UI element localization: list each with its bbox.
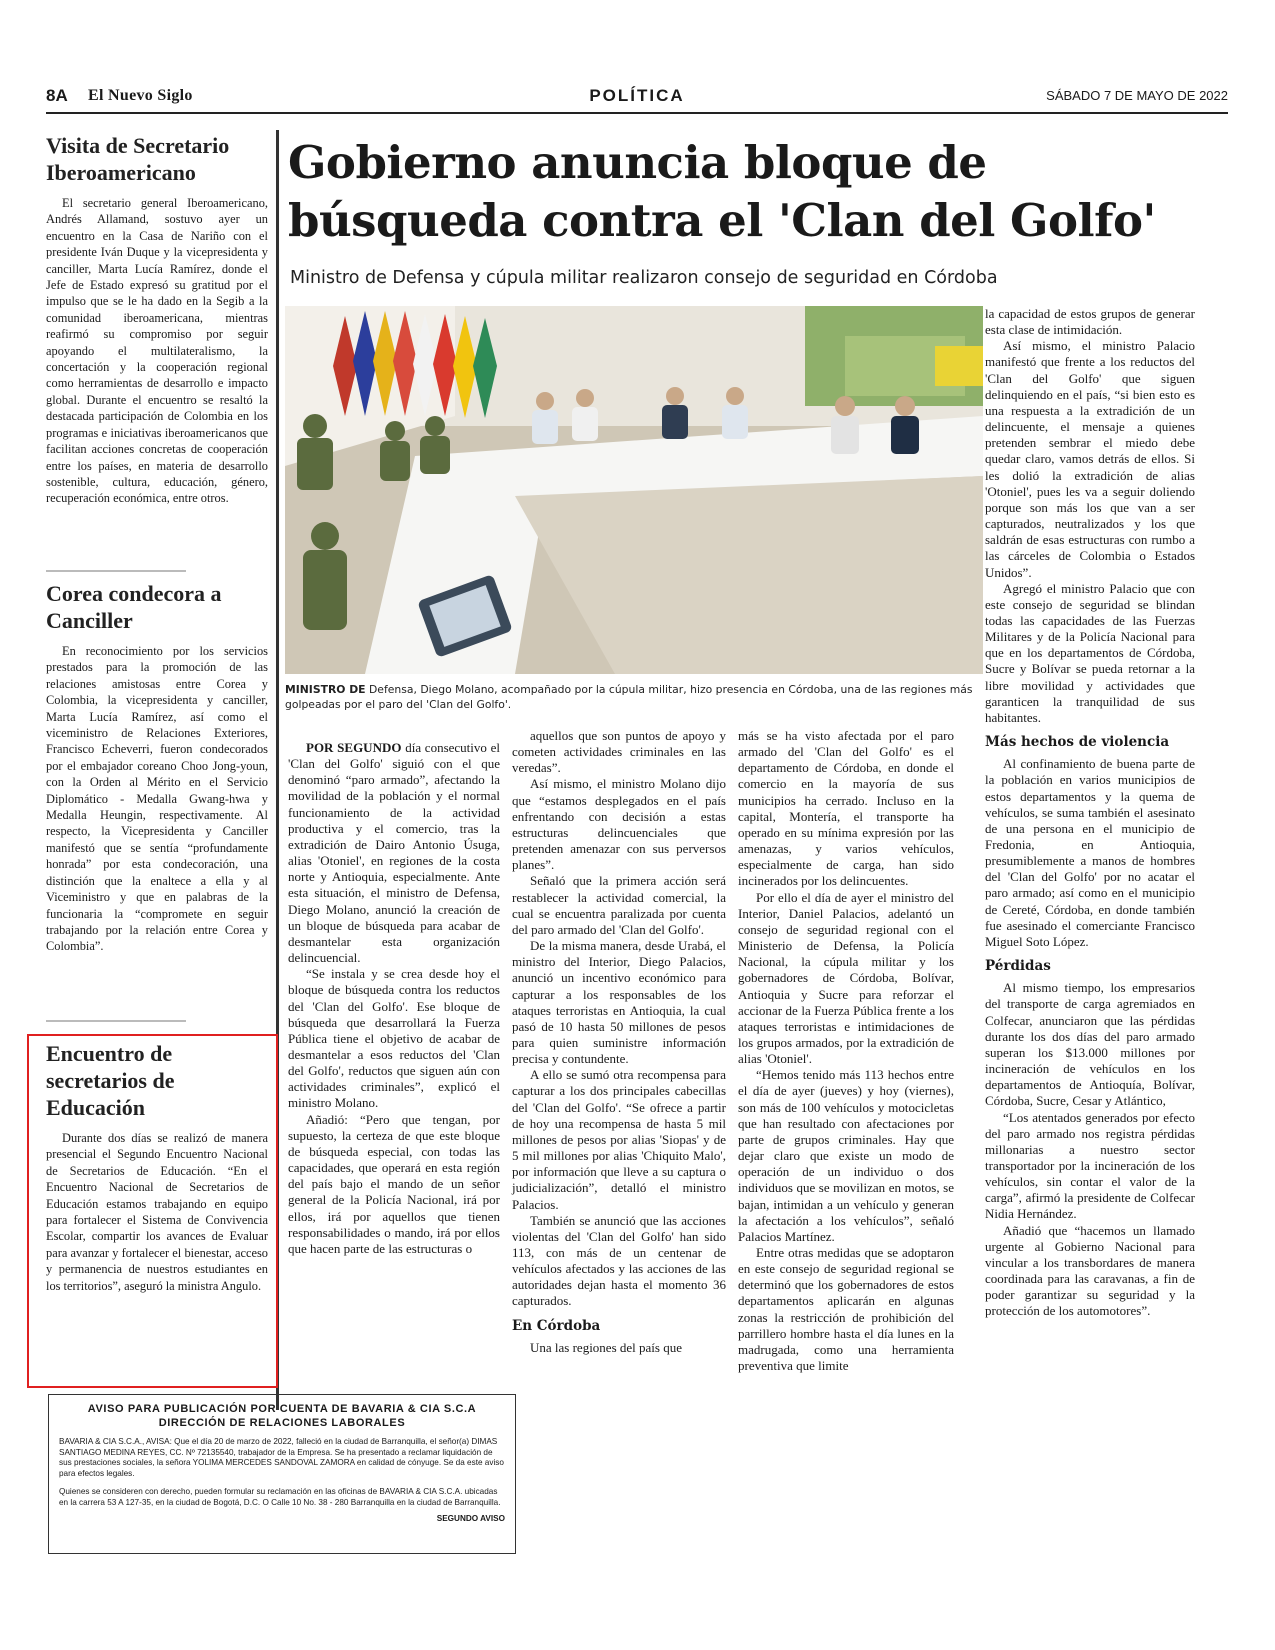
meeting-photo-illustration [285,306,983,674]
article-paragraph: A ello se sumó otra recompensa para capturar a los dos principales cabecillas del 'Clan del Golfo'. “Se ofrece a partir de hoy una recompensa de hasta 5 mil millones de pesos por alias 'Siopas' y de 5 mil millones por alias 'Chiquito Malo', por información que lleve a su captura o judicialización”, detalló el ministro Palacios. [512,1067,726,1212]
article-column-2 [512,728,726,1356]
article-column-1 [288,740,500,1257]
article-paragraph: Añadió: “Pero que tengan, por supuesto, la certeza de que este bloque de búsqueda especial, con todas las capacidades, que operará en esta región del país bajo el mando de un señor general de la Policía Nacional, irá por ellos, irá por aquellos que tienen responsabilidades o mando, irá por ellos que hacen parte de las estructuras o [288,1111,500,1256]
sidebar-story-segib [46,132,268,507]
sidebar-story-title: Corea condecora a Canciller [46,581,222,633]
sidebar-story-corea [46,580,268,955]
article-headline: Gobierno anuncia bloque de búsqueda contra el 'Clan del Golfo' [288,136,1156,247]
sidebar-story-educacion [46,1040,268,1294]
article-paragraph: “Hemos tenido más 113 hechos entre el día de ayer (jueves) y hoy (viernes), son más de 100 vehículos y motocicletas que han resultado con afectaciones por parte de grupos criminales. Hay que dejar claro que existe un modo de operación de un individuo o dos individuos que se movilizan en motos, se bajan, intimidan a un vehículo y generan la afectación a los vehículos”, señaló Palacios Martínez. [738,1067,954,1244]
section-title: POLÍTICA [589,86,685,105]
article-paragraph: más se ha visto afectada por el paro armado del 'Clan del Golfo' es el departamento de Córdoba, en donde el comercio en la mayoría de sus municipios ha cerrado. Incluso en la capital, Montería, el transporte ha operado en su mínima expresión por las amenazas, y varios vehículos, especialmente de carga, han sido incinerados por los delincuentes. [738,728,954,889]
article-paragraph: Una las regiones del país que [530,1339,682,1355]
header-rule [46,112,1228,114]
article-paragraph: Añadió que “hacemos un llamado urgente al Gobierno Nacional para vincular a los transbordares de manera coordinada para las caravanas, a fin de poder garantizar su seguridad y la protección de los automotores”. [985,1222,1195,1319]
issue-date: SÁBADO 7 DE MAYO DE 2022 [1046,88,1228,103]
article-paragraph: Al confinamiento de buena parte de la población en varios municipios de estos departamentos y la quema de vehículos, se suma también el asesinato de una persona en el municipio de Fredonia, en Antioquia, presumiblemente a manos de hombres del 'Clan del Golfo' por no acatar el paro armado; así como en el municipio de Cereté, Córdoba, en donde también fue asesinado el comerciante Francisco Miguel Soto López. [985,756,1195,949]
article-paragraph: aquellos que son puntos de apoyo y cometen actividades criminales en las veredas”. [512,728,726,776]
article-paragraph: Por ello el día de ayer el ministro del Interior, Daniel Palacios, adelantó un consejo de seguridad regional con el Ministerio de Defensa, la Policía Nacional, la cúpula militar y los gobernadores de Córdoba, Bolívar, Antioquia y Sucre para reforzar el accionar de la Fuerza Pública frente a los ataques terroristas e intimidaciones de los grupos armados, por la extradición de alias 'Otoniel'. [738,889,954,1067]
article-paragraph: Entre otras medidas que se adoptaron en este consejo de seguridad regional se determinó que los gobernadores de estos departamentos aplicarán en algunas zonas la restricción de prohibición del parrillero hombre hasta el día lunes en la madrugada, como una herramienta preventiva que limite [738,1245,954,1374]
notice-sign: SEGUNDO AVISO [436,1514,505,1523]
notice-heading: AVISO PARA PUBLICACIÓN POR CUENTA DE BAVARIA & CIA S.C.A [87,1403,477,1415]
article-paragraph: También se anunció que las acciones violentas del 'Clan del Golfo' han sido 113, con más de un centenar de vehículos afectados y las acciones de las autoridades dejan hasta el momento 36 capturados. [512,1212,726,1309]
notice-paragraph: BAVARIA & CIA S.C.A., AVISA: Que el día 20 de marzo de 2022, falleció en la ciudad de Barranquilla, el señor(a) DIMAS SANTIAGO MEDINA REYES, CC. Nº 72135540, trabajador de la Empresa. Se ha presentado a reclamar liquidación de sus prestaciones sociales, la señora YOLIMA MERCEDES SANDOVAL ZAMORA en calidad de cónyuge. Se da este aviso para efectos legales. [59,1437,504,1478]
article-lead: POR SEGUNDO [306,740,402,755]
article-subhead: Más hechos de violencia [985,734,1170,751]
article-photo [285,306,983,674]
article-paragraph: Al mismo tiempo, los empresarios del transporte de carga agremiados en Colfecar, anunciaron que las pérdidas durante los dos días del paro armado superan los $13.000 millones por incineración de vehículos en los departamentos de Antioquía, Bolívar, Córdoba, Sucre, Cesar y Atlántico, [985,980,1195,1109]
article-paragraph: “Se instala y se crea desde hoy el bloque de búsqueda contra los reductos del 'Clan del Golfo'. Ese bloque de búsqueda que desarrollará la Fuerza Pública tiene el objetivo de acabar de desmantelar a esos reductos del 'Clan del Golfo', reductos que siguen aún con actividades criminales”, explicó el ministro Molano. [288,966,500,1111]
article-subhead: Pérdidas [985,958,1051,975]
caption-text: Defensa, Diego Molano, acompañado por la cúpula militar, hizo presencia en Córdoba, una de las regiones más golpeadas por el paro del 'Clan del Golfo'. [285,683,973,711]
article-column-3 [738,728,954,1374]
article-paragraph [288,740,500,966]
page-number: 8A [46,86,68,105]
newspaper-name: El Nuevo Siglo [88,87,193,104]
sidebar-divider [46,570,186,572]
sidebar-story-body: Durante dos días se realizó de manera presencial el Segundo Encuentro Nacional de Secretarios de Educación. “En el Encuentro Nacional de Secretarios de Educación estamos trabajando en equipo para fortalecer el Sistema de Convivencia Escolar, compartir los avances de Evaluar para avanzar y fortalecer el bienestar, acceso y permanencia de nuestros estudiantes en los territorios”, aseguró la ministra Angulo. [46,1131,268,1293]
article-text: día consecutivo el 'Clan del Golfo' siguió con el que denominó “paro armado”, afectando la movilidad de la población y el normal funcionamiento de la actividad productiva y el comercio, tras la extradición de Dairo Antonio Úsuga, alias 'Otoniel', en regiones de la costa norte y Antioquia, especialmente. Ante esta situación, el ministro de Defensa, Diego Molano, anunció la creación de un bloque de búsqueda para acabar de desmantelar esta organización delincuencial. [288,740,501,966]
sidebar-story-title: Visita de Secretario Iberoamericano [46,133,230,185]
legal-notice [48,1394,516,1554]
photo-caption [285,682,975,712]
notice-paragraph: Quienes se consideren con derecho, pueden formular su reclamación en las oficinas de BAVARIA & CIA S.C.A. ubicadas en la carrera 53 A 127-35, en la ciudad de Bogotá, D.C. O Calle 10 No. 38 - 280 Barranquilla en la ciudad de Barranquilla. [59,1487,501,1507]
article-subhead: En Córdoba [512,1317,601,1334]
article-subheadline: Ministro de Defensa y cúpula militar realizaron consejo de seguridad en Córdoba [290,268,998,288]
sidebar-story-body: El secretario general Iberoamericano, Andrés Allamand, sostuvo ayer un encuentro en la Casa de Nariño con el presidente Iván Duque y la vicepresidenta y canciller, Marta Lucía Ramírez, donde el Jefe de Estado expresó su gratitud por el impulso que se le ha dado en la Segib a la comunidad iberoamericana, mientras reafirmó su compromiso por seguir apoyando el multilateralismo, la concertación y la cooperación regional como herramientas de desarrollo e impacto global. Durante el encuentro se resaltó la destacada participación de Colombia en los programas e iniciativas iberoamericanos que facilitan acciones concretas de cooperación entre los países, en materia de desarrollo sostenible, cultura, educación, género, recuperación económica, entre otros. [46,196,268,506]
article-paragraph: la capacidad de estos grupos de generar esta clase de intimidación. [985,306,1195,338]
notice-subheading: DIRECCIÓN DE RELACIONES LABORALES [158,1417,406,1429]
article-paragraph: Así mismo, el ministro Palacio manifestó que frente a los reductos del 'Clan del Golfo' que siguen delinquiendo en el país, “si bien esto es una respuesta a la extradición de un delincuente, el mensaje a quienes pretenden sembrar el miedo debe quedar claro, vamos detrás de ellos. Si les dolió la extradición de alias 'Otoniel', pues les va a seguir doliendo porque son más los que van a ser capturados, neutralizados y los que saldrán de esas estructuras con rumbo a las cárceles de Colombia o Estados Unidos”. [985,338,1195,580]
sidebar-story-title: Encuentro de secretarios de Educación [46,1041,175,1120]
article-paragraph: Así mismo, el ministro Molano dijo que “estamos desplegados en el país enfrentando con decisión a estas estructuras delincuenciales que pretenden amenazar con sus perversos planes”. [512,776,726,873]
article-paragraph: Agregó el ministro Palacio que con este consejo de seguridad se blindan todas las capacidades de las Fuerzas Militares y de la Policía Nacional para que en los departamentos de Córdoba, Sucre y Bolívar se pueda retornar a la libre movilidad y actividades que garanticen la tranquilidad de sus habitantes. [985,580,1195,725]
article-paragraph: “Los atentados generados por efecto del paro armado nos registra pérdidas millonarias a nuestro sector transportador por la incineración de los vehículos, sin contar el valor de la carga”, afirmó la presidente de Colfecar Nidia Hernández. [985,1109,1195,1222]
article-paragraph: Señaló que la primera acción será restablecer la actividad comercial, la cual se encuentra paralizada por cuenta del paro armado del 'Clan del Golfo'. [512,873,726,937]
sidebar-divider [46,1020,186,1022]
sidebar-story-body: En reconocimiento por los servicios prestados para la promoción de las relaciones amistosas entre Corea y Colombia, la vicepresidenta y canciller, Marta Lucía Ramírez, así como el viceministro de Relaciones Exteriores, Francisco Echeverri, fueron condecorados por el embajador coreano Choo Jong-youn, con la Orden al Mérito en el Servicio Diplomático - Medalla Gwang-hwa y Medalla Heungin, respectivamente. Al respecto, la Vicepresidenta y Canciller manifestó que se sentía “profundamente honrada” por esta condecoración, una distinción que la enaltece a ella y al Viceministro y que en palabras de la funcionaria la “compromete en seguir trabajando por la relación entre Corea y Colombia”. [46,644,268,954]
article-paragraph: De la misma manera, desde Urabá, el ministro del Interior, Diego Palacios, anunció un incentivo económico para capturar a los responsables de los ataques terroristas en Antioquia, la cual pasó de 10 hasta 50 millones de pesos para quien suministre información precisa y contundente. [512,938,726,1067]
caption-lead: MINISTRO DE [285,683,366,696]
article-column-4 [985,306,1195,1320]
page-header [46,86,1228,112]
